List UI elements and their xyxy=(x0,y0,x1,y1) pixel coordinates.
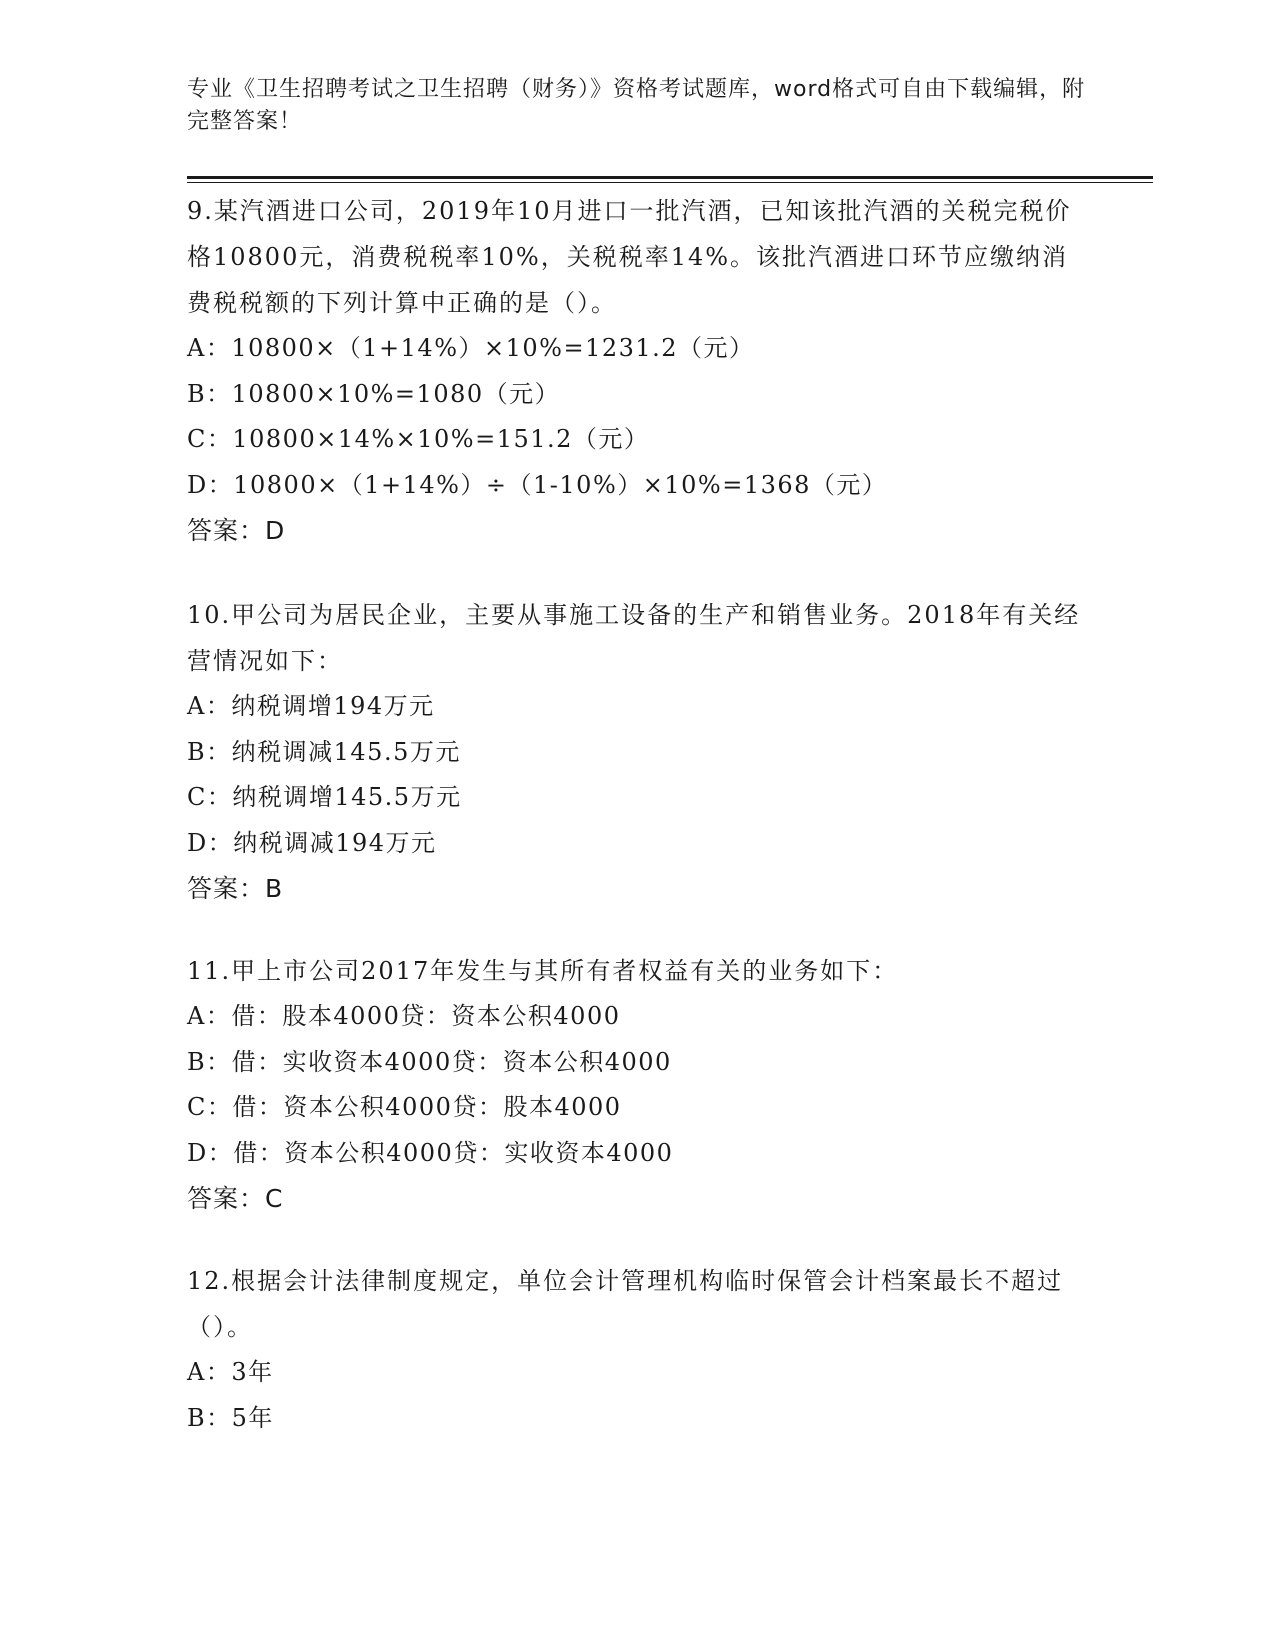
question-11 xyxy=(187,948,1087,1222)
header-divider-thin xyxy=(187,182,1153,183)
question-12-option-b: B：5年 xyxy=(187,1403,274,1432)
question-9-option-b: B：10800×10%=1080（元） xyxy=(187,379,561,408)
question-11-option-b: B：借：实收资本4000贷：资本公积4000 xyxy=(187,1047,672,1076)
question-11-option-d: D：借：资本公积4000贷：实收资本4000 xyxy=(187,1138,674,1167)
question-11-option-c: C：借：资本公积4000贷：股本4000 xyxy=(187,1093,622,1121)
document-header: 专业《卫生招聘考试之卫生招聘（财务）》资格考试题库，word格式可自由下载编辑，附完整答案！ xyxy=(187,77,1086,134)
header-divider-thick xyxy=(187,176,1153,179)
question-9-option-d: D：10800×（1+14%）÷（1-10%）×10%=1368（元） xyxy=(187,470,888,499)
question-9-option-c: C：10800×14%×10%=151.2（元） xyxy=(187,425,650,453)
question-9-text: 9.某汽酒进口公司，2019年10月进口一批汽酒，已知该批汽酒的关税完税价格10800元，消费税税率10%，关税税率14%。该批汽酒进口环节应缴纳消费税税额的下列计算中正确的是（）。 xyxy=(187,197,1072,317)
question-10-text: 10.甲公司为居民企业，主要从事施工设备的生产和销售业务。2018年有关经营情况如下： xyxy=(187,601,1081,675)
question-9-answer: 答案：D xyxy=(187,516,286,545)
question-10-answer: 答案：B xyxy=(187,874,284,903)
question-12-text: 12.根据会计法律制度规定，单位会计管理机构临时保管会计档案最长不超过（）。 xyxy=(187,1267,1064,1341)
question-12-option-a: A：3年 xyxy=(187,1358,274,1386)
question-9-option-a: A：10800×（1+14%）×10%=1231.2（元） xyxy=(187,334,755,362)
question-10-option-c: C：纳税调增145.5万元 xyxy=(187,783,462,811)
question-11-text: 11.甲上市公司2017年发生与其所有者权益有关的业务如下： xyxy=(187,957,899,985)
question-10-option-a: A：纳税调增194万元 xyxy=(187,692,435,720)
question-11-answer: 答案：C xyxy=(187,1184,284,1213)
question-12 xyxy=(187,1258,1087,1441)
question-10-option-b: B：纳税调减145.5万元 xyxy=(187,737,461,766)
question-11-option-a: A：借：股本4000贷：资本公积4000 xyxy=(187,1002,621,1030)
question-10 xyxy=(187,592,1087,912)
question-10-option-d: D：纳税调减194万元 xyxy=(187,828,437,857)
question-9 xyxy=(187,188,1087,554)
